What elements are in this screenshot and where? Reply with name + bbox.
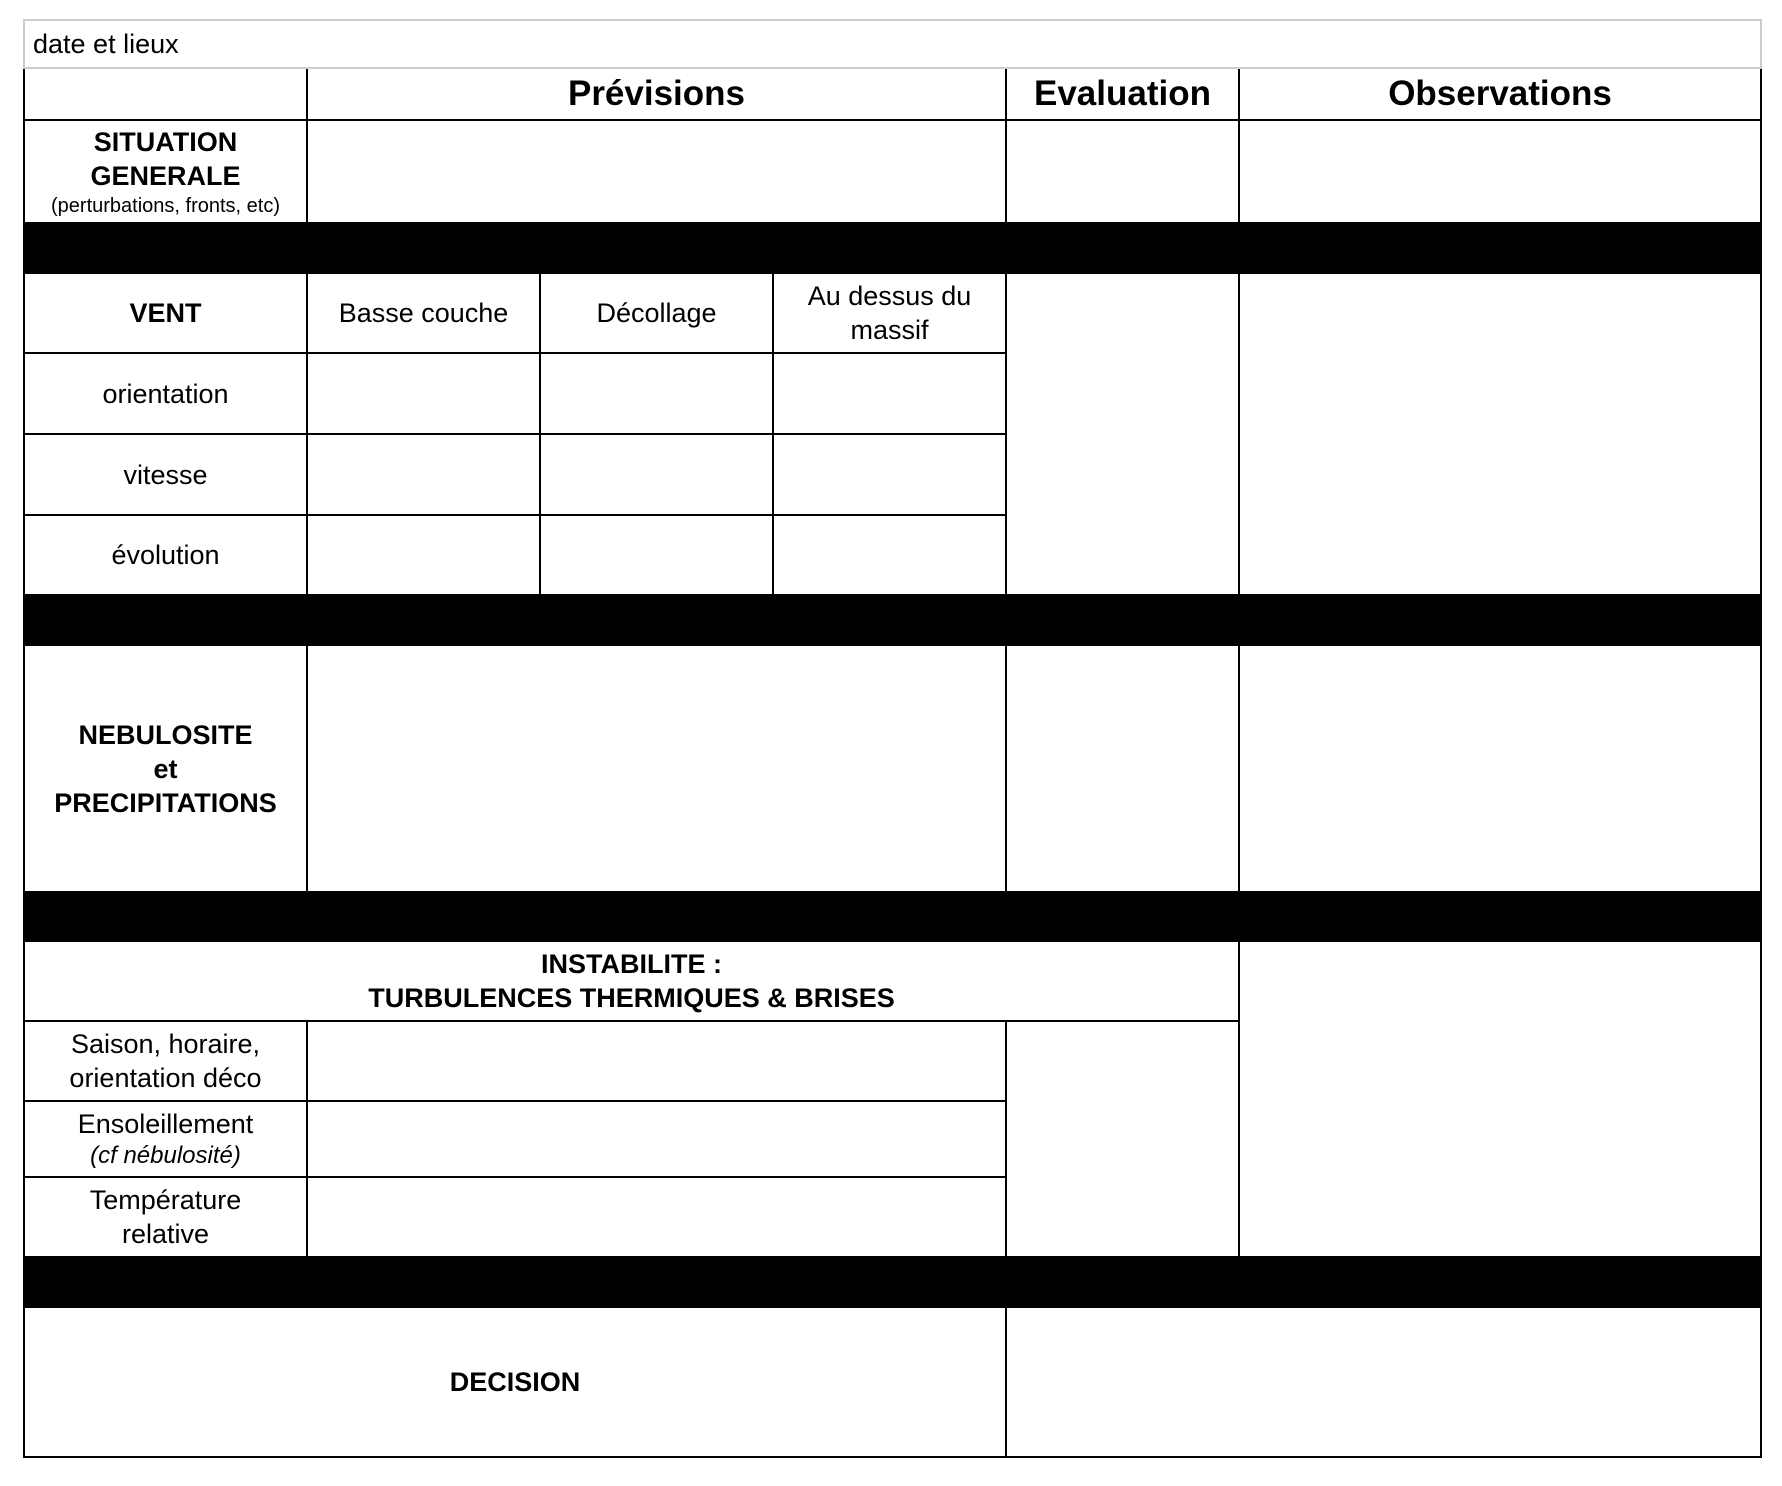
evolution-basse-couche-cell[interactable] xyxy=(307,515,540,595)
previsions-header: Prévisions xyxy=(307,68,1006,120)
instabilite-header-row xyxy=(24,941,1761,1021)
meteo-evaluation-sheet xyxy=(23,19,1760,1458)
situation-evaluation-cell[interactable] xyxy=(1006,120,1239,223)
temperature-previsions-cell[interactable] xyxy=(307,1177,1006,1257)
situation-row xyxy=(24,120,1761,223)
separator-bar xyxy=(24,223,1761,273)
instabilite-evaluation-cell[interactable] xyxy=(1006,1021,1239,1257)
evolution-au-dessus-cell[interactable] xyxy=(773,515,1006,595)
vent-col-au-dessus-line1: Au dessus du xyxy=(807,281,972,311)
instabilite-title-line1: INSTABILITE : xyxy=(541,949,722,979)
orientation-au-dessus-cell[interactable] xyxy=(773,353,1006,434)
nebulosite-evaluation-cell[interactable] xyxy=(1006,645,1239,892)
evaluation-table xyxy=(23,19,1762,1458)
vent-row-label: vitesse xyxy=(24,434,307,515)
vent-col-decollage: Décollage xyxy=(540,273,773,353)
nebulosite-observations-cell[interactable] xyxy=(1239,645,1761,892)
situation-title-line1: SITUATION xyxy=(93,126,238,157)
vent-col-basse-couche: Basse couche xyxy=(307,273,540,353)
ensoleillement-label-line1: Ensoleillement xyxy=(77,1109,254,1139)
date-row xyxy=(24,20,1761,68)
column-header-row xyxy=(24,68,1761,120)
vent-row-label: orientation xyxy=(24,353,307,434)
nebulosite-line2: et xyxy=(153,753,178,784)
decision-cell[interactable] xyxy=(1006,1307,1761,1457)
nebulosite-row xyxy=(24,645,1761,892)
separator-fill xyxy=(24,1257,1761,1307)
vent-evaluation-cell[interactable] xyxy=(1006,273,1239,595)
vitesse-basse-couche-cell[interactable] xyxy=(307,434,540,515)
instabilite-title-line2: TURBULENCES THERMIQUES & BRISES xyxy=(368,983,895,1013)
separator-bar xyxy=(24,595,1761,645)
saison-previsions-cell[interactable] xyxy=(307,1021,1006,1101)
nebulosite-line1: NEBULOSITE xyxy=(78,719,253,750)
date-location-label: date et lieux xyxy=(33,29,179,59)
ensoleillement-note: (cf nébulosité) xyxy=(90,1142,241,1169)
situation-previsions-cell[interactable] xyxy=(307,120,1006,223)
separator-fill xyxy=(24,223,1761,273)
situation-observations-cell[interactable] xyxy=(1239,120,1761,223)
evaluation-header: Evaluation xyxy=(1006,68,1239,120)
vent-label: VENT xyxy=(24,273,307,353)
instabilite-observations-cell[interactable] xyxy=(1239,941,1761,1257)
orientation-decollage-cell[interactable] xyxy=(540,353,773,434)
vitesse-decollage-cell[interactable] xyxy=(540,434,773,515)
separator-fill xyxy=(24,892,1761,941)
orientation-basse-couche-cell[interactable] xyxy=(307,353,540,434)
situation-subtitle: (perturbations, fronts, etc) xyxy=(51,194,280,217)
temperature-label-line2: relative xyxy=(121,1219,210,1249)
vent-header-row xyxy=(24,273,1761,353)
decision-row xyxy=(24,1307,1761,1457)
evolution-decollage-cell[interactable] xyxy=(540,515,773,595)
observations-header: Observations xyxy=(1239,68,1761,120)
vent-col-au-dessus-line2: massif xyxy=(850,315,929,345)
separator-bar xyxy=(24,1257,1761,1307)
situation-label xyxy=(24,120,307,223)
vitesse-au-dessus-cell[interactable] xyxy=(773,434,1006,515)
instabilite-title xyxy=(24,941,1239,1021)
date-location-field[interactable] xyxy=(24,20,1761,68)
nebulosite-line3: PRECIPITATIONS xyxy=(54,787,277,818)
nebulosite-label xyxy=(24,645,307,892)
saison-label-line2: orientation déco xyxy=(69,1063,262,1093)
saison-label-line1: Saison, horaire, xyxy=(70,1029,261,1059)
vent-observations-cell[interactable] xyxy=(1239,273,1761,595)
header-corner-cell xyxy=(24,68,307,120)
decision-label: DECISION xyxy=(24,1307,1006,1457)
nebulosite-previsions-cell[interactable] xyxy=(307,645,1006,892)
separator-bar xyxy=(24,892,1761,941)
ensoleillement-previsions-cell[interactable] xyxy=(307,1101,1006,1177)
separator-fill xyxy=(24,595,1761,645)
temperature-label-line1: Température xyxy=(89,1185,242,1215)
ensoleillement-label xyxy=(24,1101,307,1177)
vent-row-label: évolution xyxy=(24,515,307,595)
saison-label xyxy=(24,1021,307,1101)
situation-title-line2: GENERALE xyxy=(90,160,241,191)
temperature-label xyxy=(24,1177,307,1257)
vent-col-au-dessus xyxy=(773,273,1006,353)
